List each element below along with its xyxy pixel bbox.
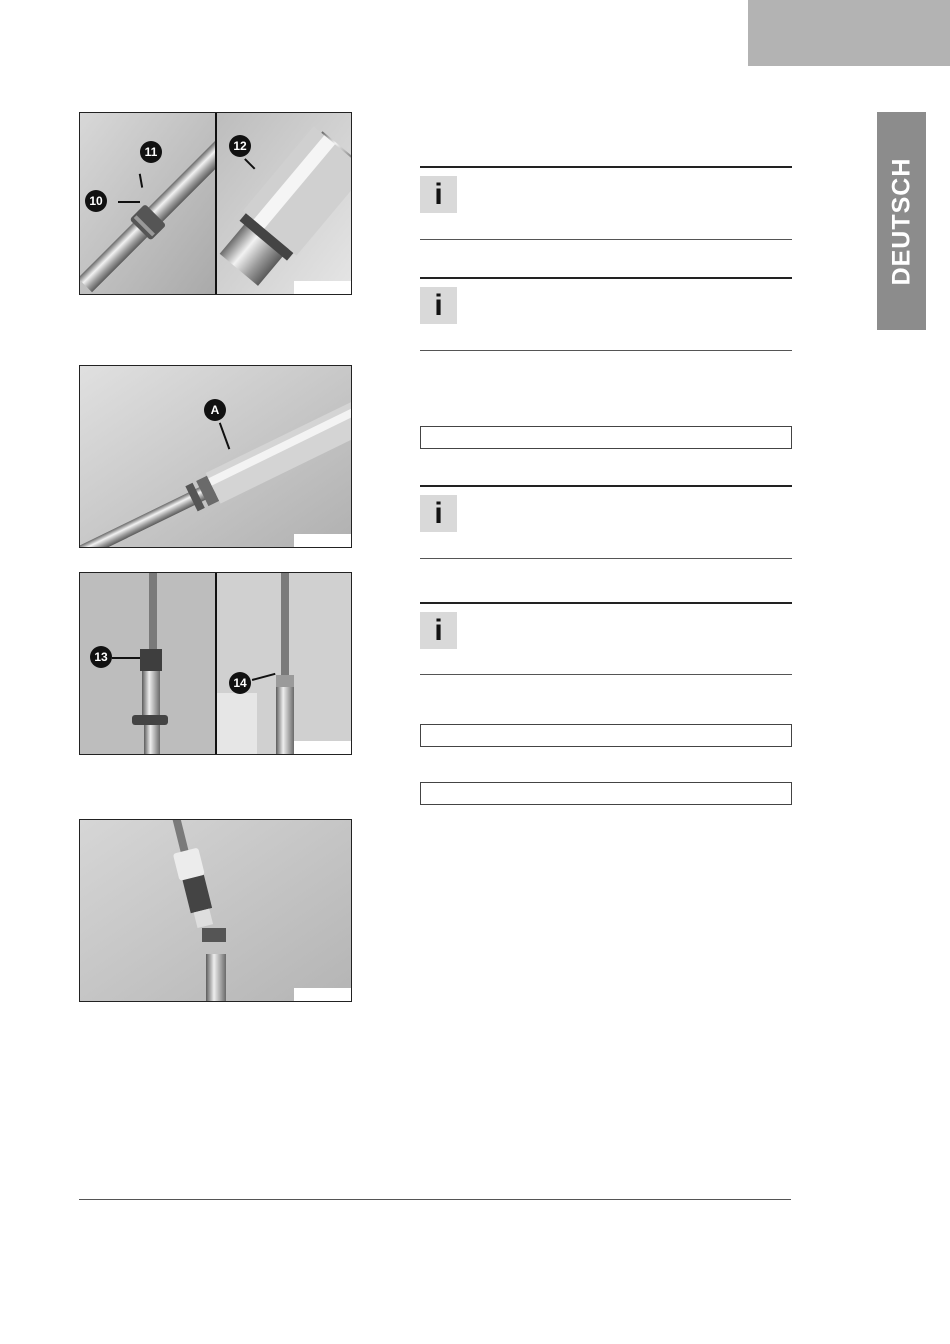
- note-4-top-rule: [420, 602, 792, 604]
- figure-2: [79, 365, 352, 548]
- callout-10: 10: [85, 190, 107, 212]
- info-icon-glyph: i: [434, 613, 443, 647]
- info-icon: [420, 495, 457, 532]
- info-icon: [420, 612, 457, 649]
- figure-3-divider: [215, 573, 217, 754]
- figure-4-photo: [80, 820, 352, 1002]
- note-4-bottom-rule: [420, 674, 792, 675]
- callout-13-leader: [112, 657, 140, 659]
- info-icon-glyph: i: [434, 288, 443, 322]
- callout-14: 14: [229, 672, 251, 694]
- figure-2-photo: [80, 366, 352, 548]
- figure-3-code-box: [294, 741, 351, 754]
- figure-4: [79, 819, 352, 1002]
- note-3-bottom-rule: [420, 558, 792, 559]
- chapter-corner-tab: [748, 0, 950, 66]
- figure-1-code-box: [294, 281, 351, 294]
- figure-4-code-box: [294, 988, 351, 1001]
- info-icon: [420, 176, 457, 213]
- figure-1: [79, 112, 352, 295]
- callout-10-leader: [118, 201, 140, 203]
- note-1-top-rule: [420, 166, 792, 168]
- figure-2-code-box: [294, 534, 351, 547]
- note-3-top-rule: [420, 485, 792, 487]
- language-tab: [877, 112, 926, 330]
- figure-3: [79, 572, 352, 755]
- callout-A: A: [204, 399, 226, 421]
- spec-value-box: [420, 426, 792, 449]
- footer-rule: [79, 1199, 791, 1200]
- figure-1-divider: [215, 113, 217, 294]
- spec-value-box: [420, 724, 792, 747]
- note-1-bottom-rule: [420, 239, 792, 240]
- note-2-top-rule: [420, 277, 792, 279]
- callout-11: 11: [140, 141, 162, 163]
- callout-12: 12: [229, 135, 251, 157]
- info-icon: [420, 287, 457, 324]
- info-icon-glyph: i: [434, 177, 443, 211]
- callout-13: 13: [90, 646, 112, 668]
- note-2-bottom-rule: [420, 350, 792, 351]
- spec-value-box: [420, 782, 792, 805]
- info-icon-glyph: i: [434, 496, 443, 530]
- language-tab-label: DEUTSCH: [887, 157, 915, 285]
